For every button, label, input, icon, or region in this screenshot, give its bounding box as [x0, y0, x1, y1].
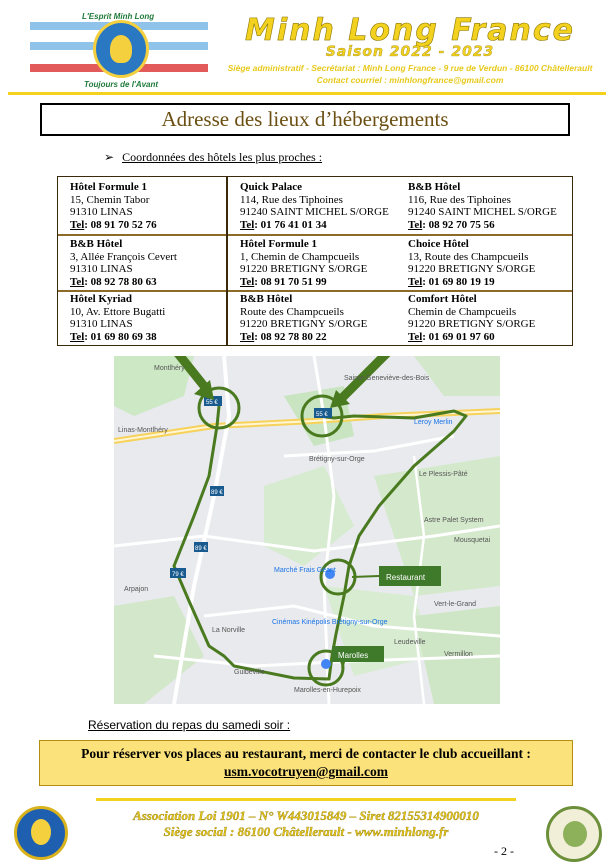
hotel-name: Comfort Hôtel — [408, 293, 477, 305]
page-title: Adresse des lieux d’hébergements — [40, 103, 570, 136]
hotel-phone — [408, 276, 535, 289]
marolles-label: Marolles — [338, 651, 369, 660]
header-seat: Siège administratif - Secrétariat : Minh Long France - 9 rue de Verdun - 86100 Châtellerault — [227, 63, 593, 73]
price-marker: 55 € — [206, 400, 218, 406]
hotel-phone — [408, 331, 535, 344]
map-label-leroy: Leroy Merlin — [414, 419, 453, 426]
hotel-phone — [408, 219, 557, 232]
hotel-name: B&B Hôtel — [408, 181, 461, 193]
logo-bottom-text: Toujours de l'Avant — [84, 80, 159, 89]
hotel-phone — [240, 219, 389, 232]
hotel-entry — [408, 181, 557, 231]
restaurant-label: Restaurant — [386, 573, 426, 582]
hotel-phone-label: Tel — [408, 218, 423, 231]
price-marker: 55 € — [316, 412, 328, 418]
map-svg — [114, 356, 500, 704]
hotel-street: 3, Allée François Cevert — [70, 250, 177, 263]
hotel-name: Quick Palace — [240, 181, 303, 193]
hotel-entry — [240, 181, 389, 231]
price-marker: 89 € — [211, 490, 223, 496]
hotel-separator — [228, 234, 572, 236]
map-label-montlhery: Montlhéry — [154, 365, 185, 372]
hotel-name: Hôtel Formule 1 — [240, 238, 317, 250]
wfvv-logo-icon — [546, 806, 602, 862]
hotel-city: 91240 SAINT MICHEL S/ORGE — [240, 206, 389, 219]
hotel-name: Hôtel Formule 1 — [70, 181, 147, 193]
map-label-leudeville: Leudeville — [394, 639, 426, 646]
map-label-marche: Marché Frais Géant — [274, 567, 336, 574]
hotel-phone-label: Tel — [408, 275, 423, 288]
hotel-entry — [408, 238, 535, 288]
map-label-sainte-genevieve: Sainte-Geneviève-des-Bois — [344, 375, 430, 382]
map-label-vermillon: Vermillon — [444, 651, 473, 658]
hotel-city: 91220 BRETIGNY S/ORGE — [408, 318, 536, 331]
hotel-phone-label: Tel — [240, 218, 255, 231]
price-marker: 79 € — [172, 572, 184, 578]
hotel-city: 91310 LINAS — [70, 318, 133, 331]
reservation-text: Pour réserver vos places au restaurant, merci de contacter le club accueillant : — [81, 746, 531, 761]
map-label-astre: Astre Palet System — [424, 517, 484, 524]
hotel-phone — [70, 219, 157, 232]
hotel-street: 10, Av. Ettore Bugatti — [70, 305, 166, 318]
hotel-separator — [58, 234, 226, 236]
header-title: Minh Long France — [244, 13, 576, 48]
map-label-norville: La Norville — [212, 627, 246, 634]
hotel-city: 91220 BRETIGNY S/ORGE — [408, 263, 536, 276]
hotel-separator — [228, 290, 572, 292]
hotel-street: 13, Route des Champcueils — [408, 250, 529, 263]
hotel-street: 116, Rue des Tiphoines — [408, 193, 511, 206]
hotel-phone — [70, 276, 177, 289]
hotel-city: 91310 LINAS — [70, 206, 133, 219]
header-divider — [8, 92, 606, 95]
hotel-entry — [70, 293, 165, 343]
map-label-marolles-city: Marolles-en-Hurepoix — [294, 687, 361, 694]
vo-co-truyen-logo-icon — [14, 806, 68, 860]
map-label-linas: Linas-Montlhéry — [118, 427, 168, 434]
hotel-phone-number: : 08 92 70 75 56 — [422, 218, 495, 231]
hotel-phone-number: : 08 91 70 52 76 — [84, 218, 157, 231]
footer-seat: Siège social : 86100 Châtellerault - www.minhlong.fr — [163, 824, 449, 839]
footer-association: Association Loi 1901 – N° W443015849 – Siret 82155314900010 — [133, 808, 479, 823]
hotel-street: 15, Chemin Tabor — [70, 193, 150, 206]
hotel-entry — [408, 293, 535, 343]
hotel-phone-number: : 01 76 41 01 34 — [254, 218, 327, 231]
header-contact: Contact courriel : minhlongfrance@gmail.com — [316, 75, 504, 85]
hotel-city: 91220 BRETIGNY S/ORGE — [240, 318, 368, 331]
hotels-intro-text: Coordonnées des hôtels les plus proches : — [122, 150, 323, 164]
hotel-phone-label: Tel — [70, 330, 85, 343]
reservation-email[interactable]: usm.vocotruyen@gmail.com — [223, 764, 389, 779]
hotel-city: 91220 BRETIGNY S/ORGE — [240, 263, 368, 276]
hotel-street: 1, Chemin de Champcueils — [240, 250, 360, 263]
hotel-phone-label: Tel — [240, 330, 255, 343]
hotel-phone-number: : 08 92 78 80 63 — [84, 275, 157, 288]
reservation-box — [39, 740, 573, 786]
map-label-guibeville: Guibeville — [234, 669, 265, 676]
hotel-phone-label: Tel — [408, 330, 423, 343]
hotel-name: B&B Hôtel — [70, 238, 123, 250]
hotel-phone-number: : 08 91 70 51 99 — [254, 275, 327, 288]
hotel-entry — [240, 293, 367, 343]
hotel-phone-label: Tel — [70, 275, 85, 288]
hotel-street: 114, Rue des Tiphoines — [240, 193, 343, 206]
logo-top-text: L'Esprit Minh Long — [82, 12, 155, 21]
hotel-street: Route des Champcueils — [240, 305, 344, 318]
hotel-name: B&B Hôtel — [240, 293, 293, 305]
price-marker: 89 € — [195, 546, 207, 552]
hotel-phone-number: : 08 92 78 80 22 — [254, 330, 327, 343]
minh-long-logo — [30, 12, 208, 89]
map-label-vert: Vert-le-Grand — [434, 601, 477, 608]
page-number: - 2 - — [494, 844, 514, 858]
hotel-phone-number: : 01 69 80 19 19 — [422, 275, 495, 288]
hotel-phone-label: Tel — [70, 218, 85, 231]
map-label-plessis: Le Plessis-Pâté — [419, 471, 468, 478]
hotel-phone — [240, 331, 367, 344]
hotel-phone-number: : 01 69 01 97 60 — [422, 330, 495, 343]
map-label-mousquetai: Mousquetai — [454, 537, 491, 544]
hotels-intro — [104, 150, 322, 165]
hotel-street: Chemin de Champcueils — [408, 305, 517, 318]
hotel-phone — [240, 276, 367, 289]
bullet-arrow-icon: ➢ — [104, 150, 115, 164]
map-label-cinemas: Cinémas Kinépolis Brétigny-sur-Orge — [272, 619, 388, 626]
hotel-city: 91310 LINAS — [70, 263, 133, 276]
reservation-label: Réservation du repas du samedi soir : — [88, 718, 291, 732]
area-map — [114, 356, 500, 704]
footer-divider — [96, 798, 516, 801]
map-label-bretigny: Brétigny-sur-Orge — [309, 456, 365, 463]
hotel-entry — [240, 238, 367, 288]
hotel-entry — [70, 181, 157, 231]
hotel-phone-label: Tel — [240, 275, 255, 288]
hotel-city: 91240 SAINT MICHEL S/ORGE — [408, 206, 557, 219]
hotel-name: Hôtel Kyriad — [70, 293, 133, 305]
dragon-emblem-icon — [93, 20, 149, 78]
hotel-phone-number: : 01 69 80 69 38 — [84, 330, 157, 343]
header-season: Saison 2022 - 2023 — [325, 44, 495, 60]
map-label-arpajon: Arpajon — [124, 586, 149, 593]
hotel-entry — [70, 238, 177, 288]
hotel-separator — [58, 290, 226, 292]
hotel-name: Choice Hôtel — [408, 238, 469, 250]
hotel-phone — [70, 331, 165, 344]
